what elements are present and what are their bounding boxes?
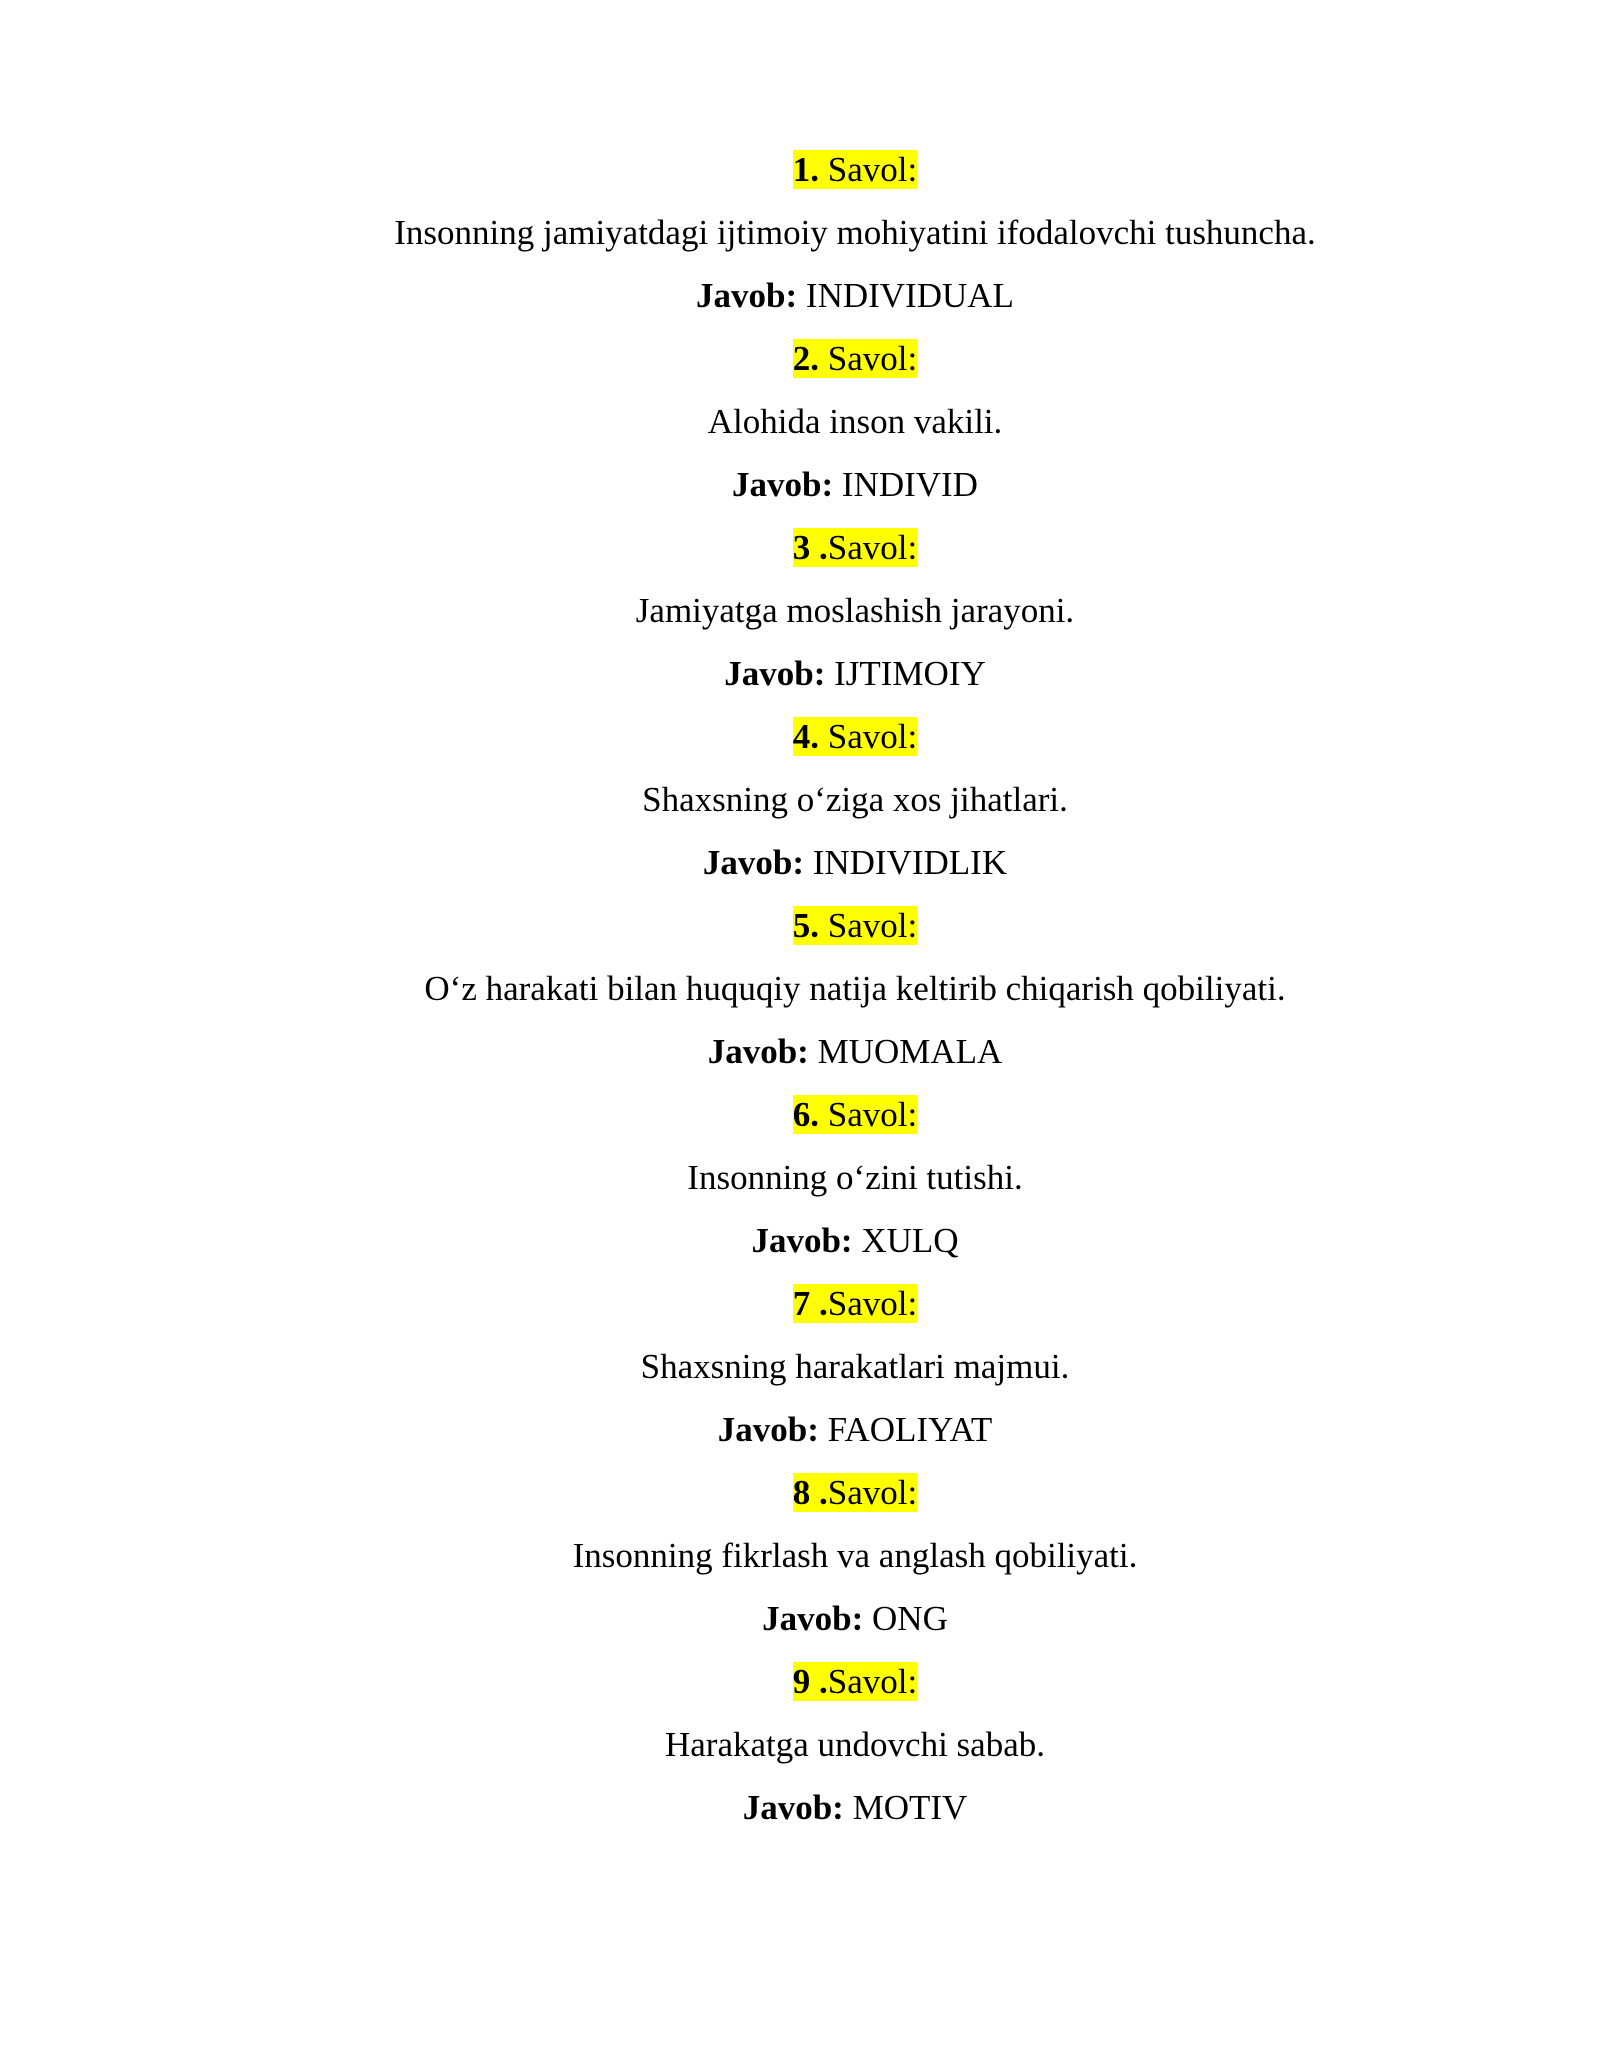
question-number: 5. [792,906,820,945]
question-heading [0,705,1600,768]
question-heading [0,1272,1600,1335]
qa-item [0,138,1600,327]
question-heading-highlight [793,1662,917,1701]
answer-value: MOTIV [843,1788,968,1827]
question-label: Savol: [819,906,918,945]
question-heading-highlight [793,1095,917,1134]
answer-line [0,1398,1600,1461]
question-text: Shaxsning harakatlari majmui. [640,1347,1070,1386]
answer-line [0,1209,1600,1272]
answer-line [0,264,1600,327]
qa-item [0,1083,1600,1272]
answer-line [0,831,1600,894]
question-number: 9 . [792,1662,828,1701]
question-heading [0,1461,1600,1524]
answer-value: XULQ [852,1221,959,1260]
answer-label: Javob: [732,465,834,504]
question-label: Savol: [819,1095,918,1134]
question-label: Savol: [819,717,918,756]
answer-line [0,1020,1600,1083]
answer-line [0,1587,1600,1650]
qa-item [0,1461,1600,1650]
answer-value: INDIVIDLIK [803,843,1008,882]
qa-item [0,516,1600,705]
question-text: O‘z harakati bilan huquqiy natija keltirib chiqarish qobiliyati. [424,969,1286,1008]
question-label: Savol: [819,339,918,378]
question-heading-highlight [793,528,917,567]
question-heading-highlight [793,906,917,945]
question-heading-highlight [793,339,917,378]
answer-value: ONG [863,1599,948,1638]
question-number: 1. [792,150,820,189]
question-heading [0,138,1600,201]
answer-label: Javob: [717,1410,819,1449]
question-number: 3 . [792,528,828,567]
question-text: Insonning fikrlash va anglash qobiliyati. [572,1536,1138,1575]
question-label: Savol: [827,1284,918,1323]
answer-value: INDIVID [833,465,978,504]
question-heading [0,1650,1600,1713]
answer-label: Javob: [724,654,826,693]
answer-label: Javob: [696,276,798,315]
question-text: Alohida inson vakili. [707,402,1003,441]
question-number: 4. [792,717,820,756]
document-page [0,138,1600,1839]
question-heading-highlight [793,1473,917,1512]
answer-label: Javob: [707,1032,809,1071]
answer-label: Javob: [762,1599,864,1638]
question-heading [0,327,1600,390]
answer-line [0,1776,1600,1839]
answer-value: INDIVIDUAL [797,276,1014,315]
qa-item [0,327,1600,516]
question-text: Harakatga undovchi sabab. [665,1725,1045,1764]
qa-item [0,894,1600,1083]
question-heading [0,894,1600,957]
answer-value: IJTIMOIY [825,654,986,693]
question-label: Savol: [827,1473,918,1512]
answer-label: Javob: [751,1221,853,1260]
question-text: Insonning o‘zini tutishi. [687,1158,1023,1197]
question-text: Jamiyatga moslashish jarayoni. [635,591,1075,630]
answer-label: Javob: [742,1788,844,1827]
question-number: 8 . [792,1473,828,1512]
qa-item [0,1650,1600,1839]
answer-value: MUOMALA [808,1032,1003,1071]
answer-value: FAOLIYAT [818,1410,993,1449]
question-heading-highlight [793,717,917,756]
question-number: 7 . [792,1284,828,1323]
question-heading [0,516,1600,579]
question-number: 6. [792,1095,820,1134]
question-text: Insonning jamiyatdagi ijtimoiy mohiyatini ifodalovchi tushuncha. [394,213,1316,252]
question-heading [0,1083,1600,1146]
question-label: Savol: [819,150,918,189]
question-label: Savol: [827,1662,918,1701]
qa-item [0,1272,1600,1461]
answer-line [0,453,1600,516]
question-number: 2. [792,339,820,378]
answer-label: Javob: [702,843,804,882]
qa-item [0,705,1600,894]
answer-line [0,642,1600,705]
question-heading-highlight [793,1284,917,1323]
question-label: Savol: [827,528,918,567]
question-heading-highlight [793,150,917,189]
question-text: Shaxsning o‘ziga xos jihatlari. [642,780,1068,819]
